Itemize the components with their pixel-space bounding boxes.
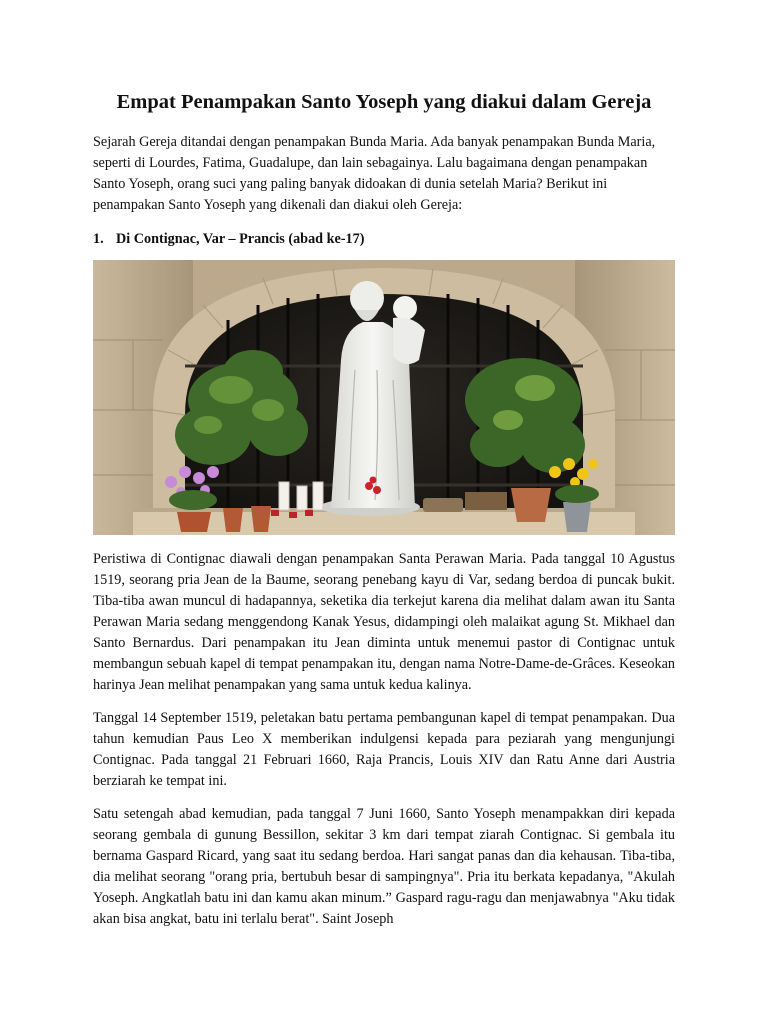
paragraph-1: Peristiwa di Contignac diawali dengan penampakan Santa Perawan Maria. Pada tanggal 10 Agustus 1519, seorang pria Jean de la Baume, seorang penebang kayu di Var, sedang berdoa di puncak bukit. Tiba-tiba awan muncul di hadapannya, seketika dia terkejut karena dia melihat dalam awan itu Santa Perawan Maria sedang menggendong Kanak Yesus, didampingi oleh malaikat agung St. Mikhael dan Santo Bernardus. Dari penampakan itu Jean diminta untuk menemui pastor di Contignac untuk membangun sebuah kapel di tempat penampakan itu, dengan nama Notre-Dame-de-Grâces. Keseokan harinya Jean melihat penampakan yang sama untuk kedua kalinya.	[93, 551, 675, 693]
paragraph-2: Tanggal 14 September 1519, peletakan batu pertama pembangunan kapel di tempat penampakan. Dua tahun kemudian Paus Leo X memberikan indulgensi kepada para peziarah yang mengunjungi Contignac. Pada tanggal 21 Februari 1660, Raja Prancis, Louis XIV dan Ratu Anne dari Austria berziarah ke tempat ini.	[93, 710, 675, 789]
statue-photo	[93, 260, 675, 535]
section-heading	[93, 229, 675, 250]
document-page	[93, 88, 675, 930]
section-number: 1.	[93, 231, 104, 247]
intro-paragraph: Sejarah Gereja ditandai dengan penampakan Bunda Maria. Ada banyak penampakan Bunda Maria, seperti di Lourdes, Fatima, Guadalupe, dan lain sebagainya. Lalu bagaimana dengan penampakan Santo Yoseph, orang suci yang paling banyak didoakan di dunia setelah Maria? Berikut ini penampakan Santo Yoseph yang dikenali dan diakui oleh Gereja:	[93, 134, 656, 213]
section-title: Di Contignac, Var – Prancis (abad ke-17)	[116, 231, 365, 247]
document-title: Empat Penampakan Santo Yoseph yang diakui dalam Gereja	[116, 91, 652, 113]
paragraph-3: Satu setengah abad kemudian, pada tanggal 7 Juni 1660, Santo Yoseph menampakkan diri kepada seorang gembala di gunung Bessillon, sekitar 3 km dari tempat ziarah Contignac. Si gembala itu bernama Gaspard Ricard, yang saat itu sedang berdoa. Hari sangat panas dan dia kehausan. Tiba-tiba, dia melihat seorang "orang pria, bertubuh besar di sampingnya". Pria itu berkata kepadanya, "Akulah Yoseph. Angkatlah batu ini dan kamu akan minum.” Gaspard ragu-ragu dan menjawabnya "Aku tidak akan bisa angkat, batu ini terlalu berat". Saint Joseph	[93, 806, 675, 927]
